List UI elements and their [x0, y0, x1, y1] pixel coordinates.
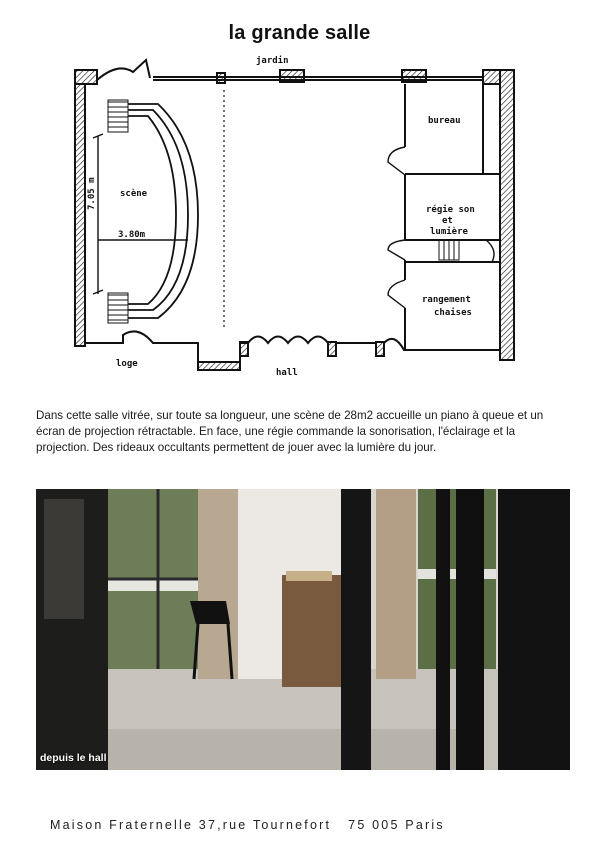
label-loge: loge	[116, 359, 138, 369]
label-dim-width: 3.80m	[118, 230, 146, 240]
label-scene: scène	[120, 189, 148, 199]
photo-illustration	[36, 489, 570, 770]
label-dim-height: 7.05 m	[87, 177, 97, 210]
label-rangement-2: chaises	[434, 308, 472, 318]
bottom-wall	[85, 331, 500, 370]
label-regie-3: lumière	[430, 227, 468, 237]
room-description: Dans cette salle vitrée, sur toute sa longueur, une scène de 28m2 accueille un piano à queue et un écran de projection rétractable. En face, une régie commande la sonorisation, l'éclairage et la projection. Des rideaux occultants permettent de jouer avec la lumière du jour.	[36, 409, 544, 454]
floor-plan	[58, 50, 528, 390]
label-hall: hall	[276, 368, 298, 378]
label-regie-2: et	[442, 216, 453, 226]
label-jardin: jardin	[256, 56, 289, 66]
photo-caption: depuis le hall	[40, 752, 107, 764]
stage	[85, 90, 224, 343]
label-regie-1: régie son	[426, 205, 475, 215]
label-rangement-1: rangement	[422, 295, 471, 305]
footer-address: Maison Fraternelle 37,rue Tournefort 75 005 Paris	[50, 818, 445, 832]
label-bureau: bureau	[428, 116, 461, 126]
page-title: la grande salle	[228, 22, 371, 44]
room-photo	[36, 489, 570, 770]
